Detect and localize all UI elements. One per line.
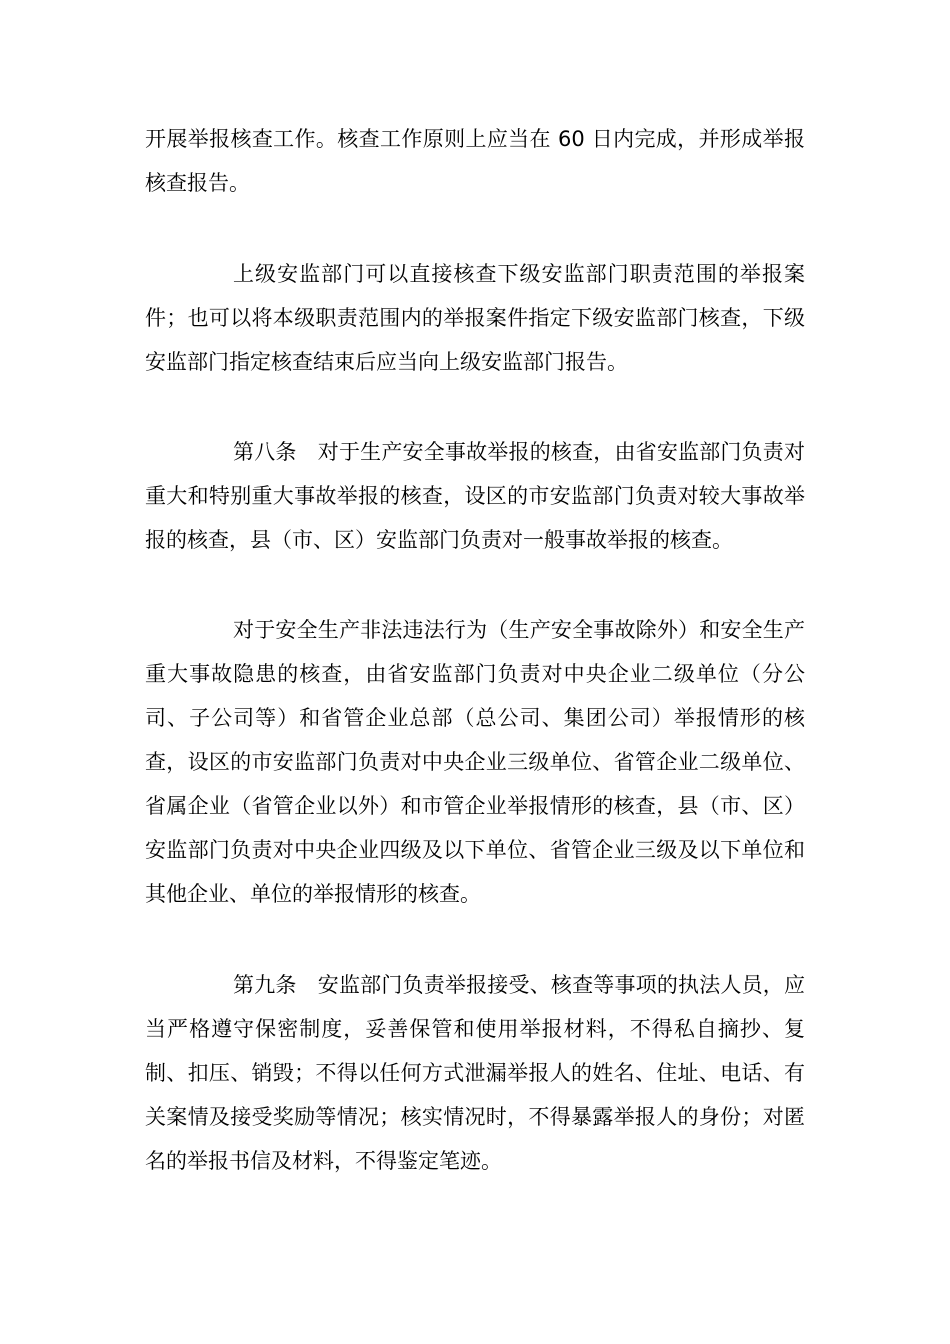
paragraph-article-9 [145,963,805,1183]
paragraph-text: 上级安监部门可以直接核查下级安监部门职责范围的举报案件；也可以将本级职责范围内的举报案件指定下级安监部门核查，下级安监部门指定核查结束后应当向上级安监部门报告。 [145,262,805,374]
paragraph-article-8 [145,430,805,562]
paragraph-text: 对于安全生产非法违法行为（生产安全事故除外）和安全生产重大事故隐患的核查，由省安监部门负责对中央企业二级单位（分公司、子公司等）和省管企业总部（总公司、集团公司）举报情形的核查，设区的市安监部门负责对中央企业三级单位、省管企业二级单位、省属企业（省管企业以外）和市管企业举报情形的核查，县（市、区）安监部门负责对中央企业四级及以下单位、省管企业三级及以下单位和其他企业、单位的举报情形的核查。 [145,618,805,906]
paragraph-report-verification-deadline [145,117,805,205]
paragraph-text: 第八条 对于生产安全事故举报的核查，由省安监部门负责对重大和特别重大事故举报的核查，设区的市安监部门负责对较大事故举报的核查，县（市、区）安监部门负责对一般事故举报的核查。 [145,440,805,552]
paragraph-illegal-behavior-verification [145,608,805,916]
paragraph-text: 第九条 安监部门负责举报接受、核查等事项的执法人员，应当严格遵守保密制度，妥善保管和使用举报材料，不得私自摘抄、复制、扣压、销毁；不得以任何方式泄漏举报人的姓名、住址、电话、有关案情及接受奖励等情况；核实情况时，不得暴露举报人的身份；对匿名的举报书信及材料，不得鉴定笔迹。 [145,973,805,1173]
paragraph-superior-department-verification [145,252,805,384]
paragraph-text: 开展举报核查工作。核查工作原则上应当在 60 日内完成，并形成举报核查报告。 [145,127,805,195]
